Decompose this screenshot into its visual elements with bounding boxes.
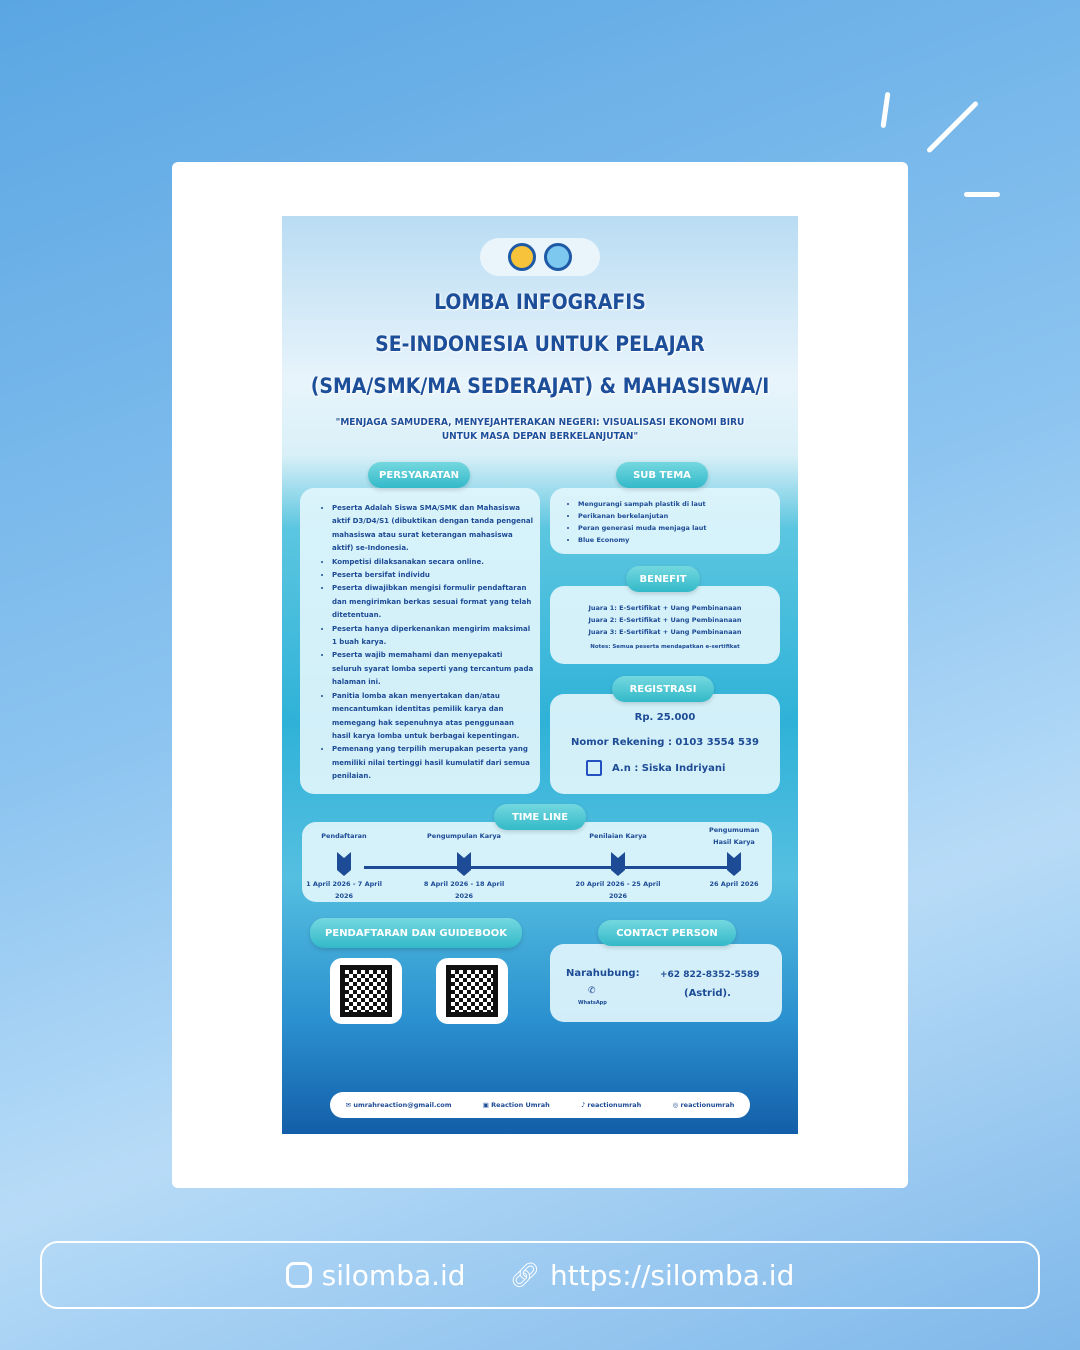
list-item: • Blue Economy: [578, 534, 774, 546]
account-name: A.n : Siska Indriyani: [612, 762, 726, 774]
decor-stroke: [964, 192, 1000, 197]
benefit-item: Juara 1: E-Sertifikat + Uang Pembinanaan: [588, 604, 742, 612]
logo-icon: [544, 243, 572, 271]
timeline-line: [364, 866, 734, 869]
contact-header: CONTACT PERSON: [598, 920, 736, 946]
list-item: • Peserta Adalah Siswa SMA/SMK dan Mahasiswa aktif D3/D4/S1 (dibuktikan dengan tanda pengenal mahasiswa atau surat keterangan mahasiswa aktif) se-Indonesia.: [332, 502, 534, 556]
list-item: • Peserta diwajibkan mengisi formulir pendaftaran dan mengirimkan berkas sesuai format yang telah ditetentuan.: [332, 582, 534, 622]
sub-tema-box: [550, 488, 780, 554]
timeline-step-date: 26 April 2026: [709, 880, 759, 888]
social-instagram[interactable]: ◎ reactionumrah: [672, 1101, 735, 1109]
timeline-header: TIME LINE: [494, 804, 586, 830]
tiktok-text: reactionumrah: [587, 1101, 642, 1109]
registrasi-header: REGISTRASI: [612, 676, 714, 702]
price: Rp. 25.000: [634, 712, 696, 723]
link-icon: 🔗︎: [509, 1261, 541, 1289]
contact-box: [550, 944, 782, 1022]
timeline-step-date: 1 April 2026 - 7 April 2026: [306, 880, 382, 900]
timeline-box: [302, 822, 772, 902]
benefit-box: [550, 586, 780, 664]
instagram-handle: silomba.id: [321, 1258, 466, 1292]
theme: "MENJAGA SAMUDERA, MENYEJAHTERAKAN NEGERI: VISUALISASI EKONOMI BIRU UNTUK MASA DEPAN BERKELANJUTAN": [335, 417, 745, 442]
list-item: • Kompetisi dilaksanakan secara online.: [332, 556, 534, 569]
list-item: • Pemenang yang terpilih merupakan peserta yang memiliki nilai tertinggi hasil kumulatif dari semua penilaian.: [332, 743, 534, 783]
benefit-header: BENEFIT: [626, 566, 700, 592]
benefit-item: Juara 3: E-Sertifikat + Uang Pembinanaan: [588, 628, 742, 636]
timeline-step-title: Pengumuman Hasil Karya: [709, 826, 760, 846]
social-bar: [330, 1092, 750, 1118]
persyaratan-header: PERSYARATAN: [368, 462, 470, 488]
contact-phone[interactable]: +62 822-8352-5589: [660, 970, 760, 980]
guidebook-qr-code[interactable]: [436, 958, 508, 1024]
timeline-marker-icon: [727, 852, 741, 876]
title-line: SE-INDONESIA UNTUK PELAJAR: [375, 332, 705, 356]
youtube-text: Reaction Umrah: [491, 1101, 550, 1109]
timeline-step-title: Pengumpulan Karya: [427, 832, 501, 840]
list-item: • Peserta bersifat individu: [332, 569, 534, 582]
footer-instagram[interactable]: [286, 1259, 466, 1292]
benefit-note: Notes: Semua peserta mendapatkan e-sertifikat: [590, 644, 740, 650]
title-line: (SMA/SMK/MA SEDERAJAT) & MAHASISWA/I: [310, 374, 770, 398]
contact-person: (Astrid).: [684, 988, 731, 999]
social-tiktok[interactable]: ♪ reactionumrah: [580, 1101, 642, 1109]
instagram-text: reactionumrah: [680, 1101, 735, 1109]
whatsapp-icon: ✆: [588, 986, 596, 996]
social-email[interactable]: ✉ umrahreaction@gmail.com: [345, 1101, 452, 1109]
benefit-item: Juara 2: E-Sertifikat + Uang Pembinanaan: [588, 616, 742, 624]
timeline-marker-icon: [611, 852, 625, 876]
list-item: • Peserta wajib memahami dan menyepakati seluruh syarat lomba seperti yang tercantum pada halaman ini.: [332, 649, 534, 689]
bank-icon: [586, 760, 602, 776]
footer-bar: [40, 1241, 1040, 1309]
timeline-step-date: 20 April 2026 - 25 April 2026: [575, 880, 661, 900]
list-item: • Peserta hanya diperkenankan mengirim maksimal 1 buah karya.: [332, 623, 534, 650]
whatsapp-label: WhatsApp: [578, 1000, 607, 1006]
footer-website[interactable]: [510, 1259, 795, 1292]
social-youtube[interactable]: ▣ Reaction Umrah: [482, 1101, 550, 1109]
timeline-step-title: Pendaftaran: [321, 832, 367, 840]
title-line: LOMBA INFOGRAFIS: [434, 290, 646, 314]
contact-label: Narahubung:: [566, 968, 640, 979]
competition-poster: [282, 216, 798, 1134]
decor-stroke: [926, 100, 979, 153]
timeline-step-date: 8 April 2026 - 18 April 2026: [423, 880, 505, 900]
email-text: umrahreaction@gmail.com: [353, 1101, 452, 1109]
persyaratan-box: [300, 488, 540, 794]
website-url: https://silomba.id: [550, 1258, 795, 1292]
sub-tema-header: SUB TEMA: [616, 462, 708, 488]
timeline-marker-icon: [337, 852, 351, 876]
decor-stroke: [881, 92, 891, 128]
instagram-icon: [286, 1262, 312, 1288]
logo-icon: [508, 243, 536, 271]
account-number: Nomor Rekening : 0103 3554 539: [571, 737, 759, 748]
list-item: • Mengurangi sampah plastik di laut: [578, 498, 774, 510]
registrasi-box: [550, 694, 780, 794]
list-item: • Perikanan berkelanjutan: [578, 510, 774, 522]
list-item: • Panitia lomba akan menyertakan dan/atau mencantumkan identitas pemilik karya dan memegang hak sepenuhnya atas penggunaan hasil karya lomba untuk berbagai kepentingan.: [332, 690, 534, 744]
timeline-step-title: Penilaian Karya: [589, 832, 647, 840]
guidebook-header: PENDAFTARAN DAN GUIDEBOOK: [310, 918, 522, 948]
list-item: • Peran generasi muda menjaga laut: [578, 522, 774, 534]
logos: [480, 238, 600, 276]
timeline-marker-icon: [457, 852, 471, 876]
registration-qr-code[interactable]: [330, 958, 402, 1024]
